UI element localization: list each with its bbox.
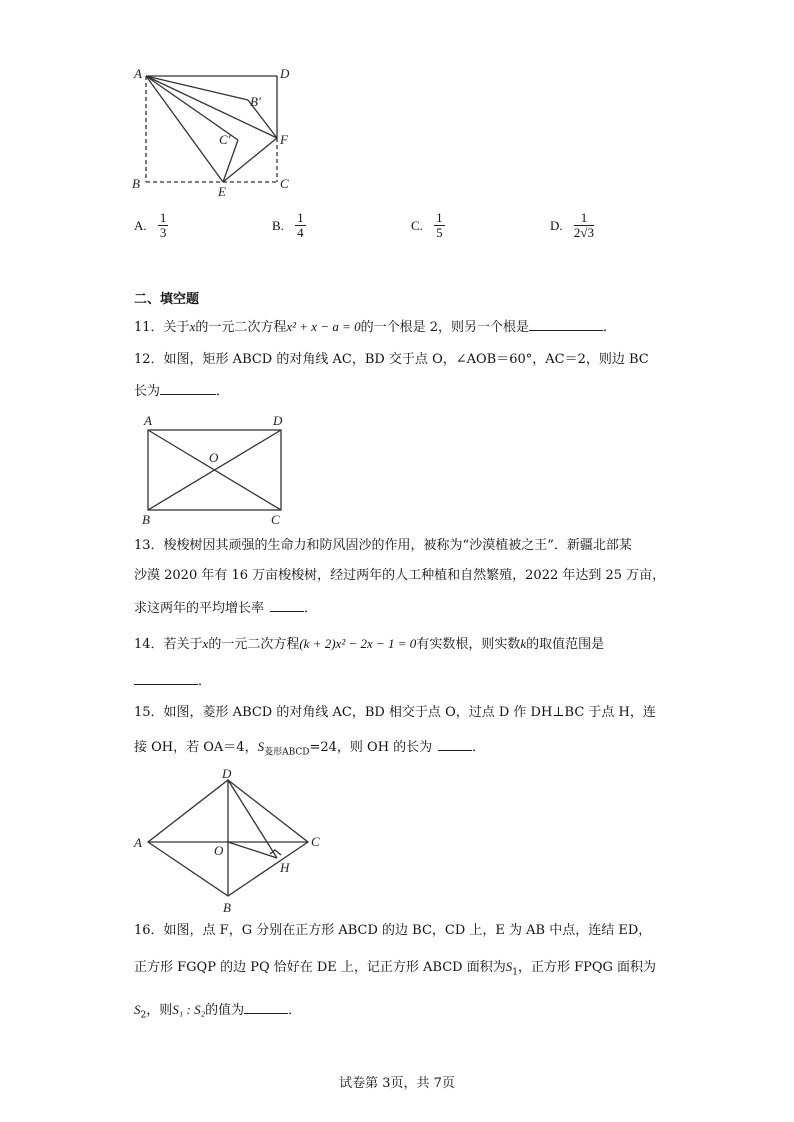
figure-fold-rectangle bbox=[128, 62, 298, 200]
question-13-line3 bbox=[134, 597, 317, 619]
q11-answer-blank[interactable] bbox=[529, 316, 603, 331]
q15-text-c: ，则 OH 的长为 bbox=[336, 740, 433, 755]
q11-text-c: 的一个根是 2，则另一个根是 bbox=[360, 320, 530, 335]
q15-answer-blank[interactable] bbox=[438, 736, 472, 751]
q14-text-d: 的取值范围是 bbox=[526, 637, 605, 652]
figure-rectangle-diagonals bbox=[136, 410, 296, 528]
q12-end: ． bbox=[216, 384, 230, 399]
q11-equation: x² + x − a = 0 bbox=[286, 319, 361, 334]
q14-text-b: 的一元二次方程 bbox=[208, 637, 300, 652]
option-b-fraction bbox=[295, 211, 306, 240]
option-b[interactable] bbox=[272, 211, 306, 240]
fig2-label-c: C bbox=[271, 512, 280, 527]
q14-end: ． bbox=[198, 674, 212, 689]
fig3-label-d: D bbox=[222, 766, 232, 781]
question-14 bbox=[134, 634, 604, 655]
option-a-numerator: 1 bbox=[159, 210, 167, 225]
q16-ratio: S₁ : S₂ bbox=[172, 1002, 206, 1017]
q16-s1-sub: 1 bbox=[512, 967, 518, 978]
q14-var2: k bbox=[520, 636, 527, 651]
question-11 bbox=[134, 316, 616, 338]
q13-text: 求这两年的平均增长率 bbox=[134, 601, 265, 616]
q15-area-value: =24 bbox=[309, 740, 337, 755]
option-d-fraction bbox=[574, 211, 594, 240]
option-b-denominator: 4 bbox=[297, 225, 304, 240]
q11-number: 11． bbox=[134, 320, 164, 335]
question-13-line1: 13．梭梭树因其顽强的生命力和防风固沙的作用，被称为“沙漠植被之王”．新疆北部某 bbox=[134, 538, 632, 553]
question-16-line2 bbox=[134, 957, 656, 983]
q11-text-b: 的一元二次方程 bbox=[195, 320, 287, 335]
q15-end: ． bbox=[472, 740, 486, 755]
fig1-label-e: E bbox=[218, 184, 226, 199]
question-15-line2 bbox=[134, 736, 485, 763]
question-16-line1: 16．如图，点 F，G 分别在正方形 ABCD 的边 BC，CD 上，E 为 AB 中点，连结 ED， bbox=[134, 923, 652, 938]
fig2-label-d: D bbox=[273, 413, 283, 428]
fig1-label-bprime: B' bbox=[250, 94, 261, 109]
option-c-numerator: 1 bbox=[436, 210, 443, 225]
fig3-label-a: A bbox=[134, 835, 142, 850]
fig3-label-b: B bbox=[223, 900, 231, 914]
option-a-denominator: 3 bbox=[159, 225, 167, 240]
option-c[interactable] bbox=[411, 211, 445, 240]
q14-equation: (k + 2)x² − 2x − 1 = 0 bbox=[299, 636, 417, 651]
option-c-letter: C. bbox=[411, 217, 423, 233]
q13-answer-blank[interactable] bbox=[270, 597, 304, 612]
q11-text-a: 关于 bbox=[163, 320, 190, 335]
option-d[interactable] bbox=[550, 211, 594, 240]
section-title: 二、填空题 bbox=[134, 292, 200, 307]
q16-text-a: 正方形 FGQP 的边 PQ 恰好在 DE 上，记正方形 ABCD 面积为 bbox=[134, 960, 506, 975]
question-13-line2: 沙漠 2020 年有 16 万亩梭梭树，经过两年的人工种植和自然繁殖，2022 年达到 25 万亩， bbox=[134, 568, 666, 583]
question-14-answer-line bbox=[134, 670, 211, 692]
fig2-label-o: O bbox=[209, 450, 219, 465]
question-12-line1: 12．如图，矩形 ABCD 的对角线 AC，BD 交于点 O，∠AOB＝60°，AC＝2，则边 BC bbox=[134, 352, 649, 367]
q15-area-symbol: S bbox=[257, 739, 265, 754]
q16-s2-sub: 2 bbox=[140, 1010, 147, 1021]
q14-answer-blank[interactable] bbox=[134, 670, 198, 685]
q12-text: 长为 bbox=[134, 384, 161, 399]
q15-area-subscript: 菱形ABCD bbox=[264, 747, 310, 758]
q16-text-b: ，正方形 FPQG 面积为 bbox=[517, 960, 657, 975]
option-b-letter: B. bbox=[272, 217, 284, 233]
option-a[interactable] bbox=[134, 211, 168, 240]
fig1-label-d: D bbox=[280, 66, 290, 81]
option-c-denominator: 5 bbox=[436, 225, 443, 240]
figure-rhombus bbox=[130, 766, 330, 914]
q13-end: ． bbox=[304, 601, 318, 616]
page-footer: 试卷第 3页，共 7页 bbox=[339, 1076, 455, 1091]
option-a-fraction bbox=[158, 211, 169, 240]
q11-var: x bbox=[189, 319, 196, 334]
option-a-letter: A. bbox=[134, 217, 147, 233]
q16-text-c: ，则 bbox=[146, 1003, 173, 1018]
fig3-label-c: C bbox=[311, 834, 320, 849]
q14-var: x bbox=[202, 636, 209, 651]
q11-end: ． bbox=[603, 320, 617, 335]
fig1-label-f: F bbox=[280, 132, 288, 147]
q12-answer-blank[interactable] bbox=[160, 380, 216, 395]
q14-text-c: 有实数根，则实数 bbox=[416, 637, 521, 652]
fig3-label-h: H bbox=[280, 860, 290, 875]
option-d-denominator: 2√3 bbox=[573, 225, 595, 240]
option-d-letter: D. bbox=[550, 217, 563, 233]
q16-end: ． bbox=[288, 1003, 302, 1018]
question-12-line2 bbox=[134, 380, 229, 402]
q16-answer-blank[interactable] bbox=[244, 999, 288, 1014]
fig1-label-b: B bbox=[132, 176, 140, 191]
q14-text-a: 14．若关于 bbox=[134, 637, 203, 652]
question-16-line3 bbox=[134, 999, 301, 1026]
fig2-label-a: A bbox=[144, 413, 152, 428]
fig1-label-c: C bbox=[280, 176, 289, 191]
q16-text-d: 的值为 bbox=[205, 1003, 245, 1018]
option-d-numerator: 1 bbox=[574, 211, 594, 226]
q16-s2: S bbox=[134, 1002, 141, 1017]
fig3-label-o: O bbox=[214, 843, 224, 858]
q15-text-a: 接 OH，若 OA＝4， bbox=[134, 740, 258, 755]
q16-s1: S bbox=[505, 959, 513, 974]
question-15-line1: 15．如图，菱形 ABCD 的对角线 AC，BD 相交于点 O，过点 D 作 DH⊥BC 于点 H，连 bbox=[134, 705, 656, 720]
option-b-numerator: 1 bbox=[297, 210, 304, 225]
option-c-fraction bbox=[434, 211, 445, 240]
fig2-label-b: B bbox=[142, 512, 150, 527]
fig1-label-a: A bbox=[134, 66, 142, 81]
fig1-label-cprime: C' bbox=[219, 132, 231, 147]
